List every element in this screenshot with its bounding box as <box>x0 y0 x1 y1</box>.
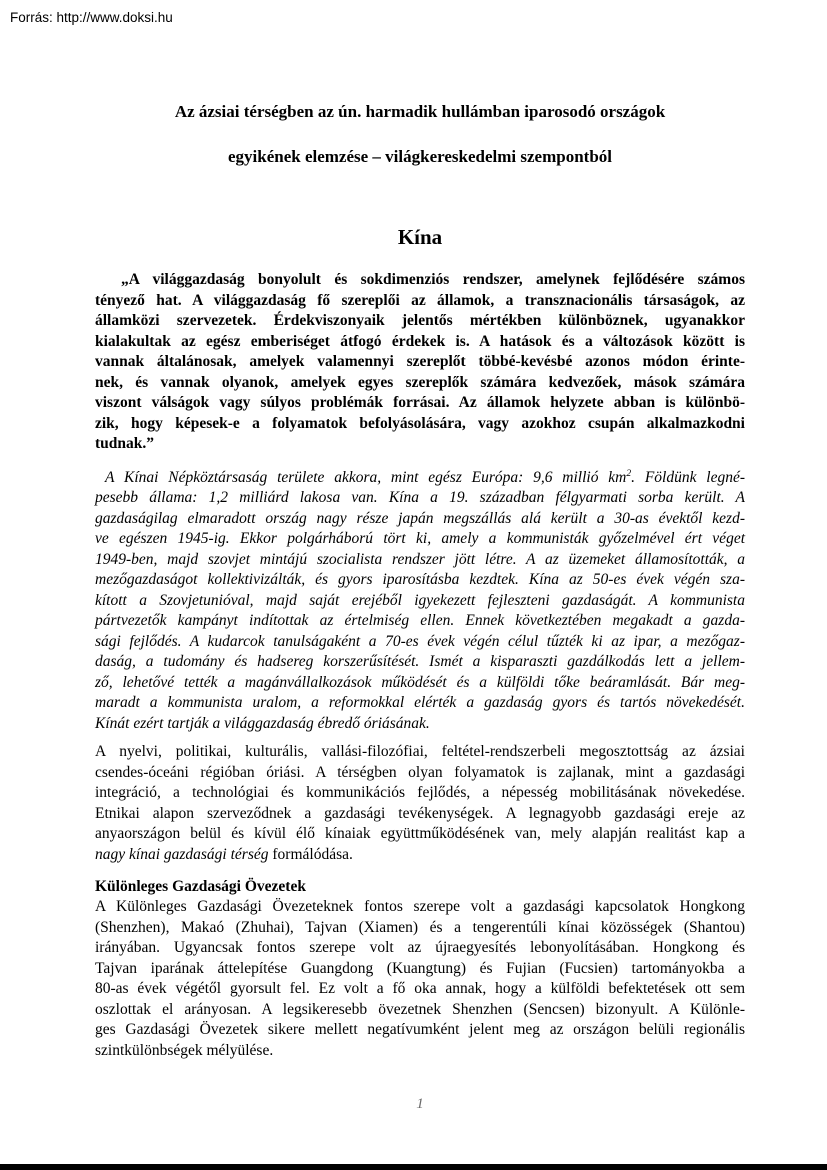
text-line: 80-as évek végétől gyorsult fel. Ez volt a fő oka annak, hogy a külföldi befektetések ott sem <box>95 980 745 997</box>
text-line: oszlottak el arányosan. A legsikeresebb övezetnek Shenzhen (Sencsen) bizonyult. A Különle- <box>95 1000 745 1018</box>
text-line: (Shenzhen), Makaó (Zhuhai), Tajvan (Xiamen) és a tengerentúli kínai közösségek (Shantou) <box>95 918 745 936</box>
text-line: nagy kínai gazdasági térség formálódása. <box>95 845 353 863</box>
text-line: integráció, a technológiai és kommunikációs fejlődés, a népesség mobilitásának növekedése. <box>95 784 745 801</box>
text-line: anyaországon belül és kívül élő kínaiak együttműködésének van, mely alapján realitást kap a <box>95 825 745 842</box>
text-line: sági fejlődés. A kudarcok tanulságaként a 70-es évek végén célul tűzték ki az ipar, a mezőgaz- <box>95 632 745 650</box>
quote-paragraph <box>95 270 745 455</box>
text-line: ve egészen 1945-ig. Ekkor polgárháború tört ki, amely a kommunisták győzelmével ért véget <box>95 530 745 547</box>
text-line: irányában. Ugyancsak fontos szerepe volt az újraegyesítés lebonyolításában. Hongkong és <box>95 939 745 956</box>
section-heading-sez: Különleges Gazdasági Övezetek <box>95 878 306 895</box>
text-line: kialakultak az egész emberiséget átfogó érdekek is. A hatások és a változások között is <box>95 332 745 350</box>
page-number: 1 <box>416 1096 424 1112</box>
text-line: 1949-ben, majd szovjet mintájú szocialista rendszer jött létre. A az üzemeket államosították, a <box>95 550 745 568</box>
sez-paragraph <box>95 897 745 1061</box>
text-line: pártvezetők kampányt indítottak az értelmiség ellen. Ennek következtében megakadt a gazda- <box>95 612 745 629</box>
document-content <box>95 0 745 1061</box>
intro-paragraph <box>95 468 745 735</box>
text-line: csendes-óceáni régióban óriási. A térségben olyan folyamatok is zajlanak, mint a gazdasági <box>95 763 745 781</box>
text-line: zik, hogy képesek-e a folyamatok befolyásolására, vagy azokhoz csupán alkalmazkodni <box>95 414 745 432</box>
text-line: szintkülönbségek mélyülése. <box>95 1041 274 1059</box>
main-heading: Kína <box>397 225 443 249</box>
text-line: egyikének elemzése – világkereskedelmi szempontból <box>227 147 613 166</box>
text-line: ges Gazdasági Övezetek sikere mellett negatívumként jelent meg az országon belüli regionális <box>95 1021 745 1038</box>
text-line: A Kínai Népköztársaság területe akkora, mint egész Európa: 9,6 millió $km^2$. Földünk legné- <box>105 467 745 486</box>
text-line: viszont válságok vagy súlyos problémák forrásai. Az államok helyzete abban is különbö- <box>95 394 745 411</box>
text-line: államközi szervezetek. Érdekviszonyaik jelentős mértékben különböznek, ugyanakkor <box>95 312 745 329</box>
text-line: mezőgazdaságot kollektivizálták, és gyors iparosításba kezdtek. Kína az 50-es évek végén sza- <box>95 571 745 588</box>
text-line: nek, és vannak olyanok, amelyek egyes szereplők számára kedvezőek, mások számára <box>95 373 745 391</box>
text-line: Etnikai alapon szerveződnek a gazdasági tevékenységek. A legnagyobb gazdasági ereje az <box>95 804 745 822</box>
text-line: Tajvan iparának áttelepítése Guangdong (Kuangtung) és Fujian (Fucsien) tartományokba a <box>95 959 745 977</box>
text-line: A nyelvi, politikai, kulturális, vallási-filozófiai, feltétel-rendszerbeli megosztottság az ázsiai <box>95 743 745 760</box>
text-line: Az ázsiai térségben az ún. harmadik hullámban iparosodó országok <box>174 102 666 121</box>
source-url-line: Forrás: http://www.doksi.hu <box>10 10 173 25</box>
text-line: A Különleges Gazdasági Övezeteknek fontos szerepe volt a gazdasági kapcsolatok Hongkong <box>95 898 745 915</box>
text-line: daság, a tudomány és hadsereg korszerűsítését. Ismét a kisparaszti gazdálkodás lett a jellem- <box>95 653 745 670</box>
text-line: „A világgazdaság bonyolult és sokdimenziós rendszer, amelynek fejlődésére számos <box>121 271 745 288</box>
text-line: Kínát ezért tartják a világgazdaság ébredő óriásának. <box>95 714 430 732</box>
text-line: tudnak.” <box>95 435 155 452</box>
text-line: gazdaságilag elmaradott ország nagy része japán megszállás alá került a 30-as évektől kezd- <box>95 509 745 527</box>
region-paragraph <box>95 742 745 865</box>
text-line: ző, lehetővé tették a magánvállalkozások működését és a külföldi tőke beáramlását. Bár meg- <box>95 673 745 691</box>
text-line: maradt a kommunista uralom, a reformokkal elérték a gazdaság gyors és tartós növekedését. <box>95 694 745 711</box>
text-line: kított a Szovjetunióval, majd saját erejéből igyekezett fejleszteni gazdaságát. A kommunista <box>95 591 745 609</box>
text-line: vannak általánosak, amelyek valamennyi szereplőt többé-kevésbé azonos módon érinte- <box>95 353 745 370</box>
bottom-edge-bar <box>0 1164 827 1170</box>
text-line: pesebb állama: 1,2 milliárd lakosa van. Kína a 19. században félgyarmati sorba került. A <box>95 489 745 506</box>
document-title <box>95 100 745 168</box>
text-line: tényező hat. A világgazdaság fő szereplői az államok, a transznacionális társaságok, az <box>95 291 745 309</box>
